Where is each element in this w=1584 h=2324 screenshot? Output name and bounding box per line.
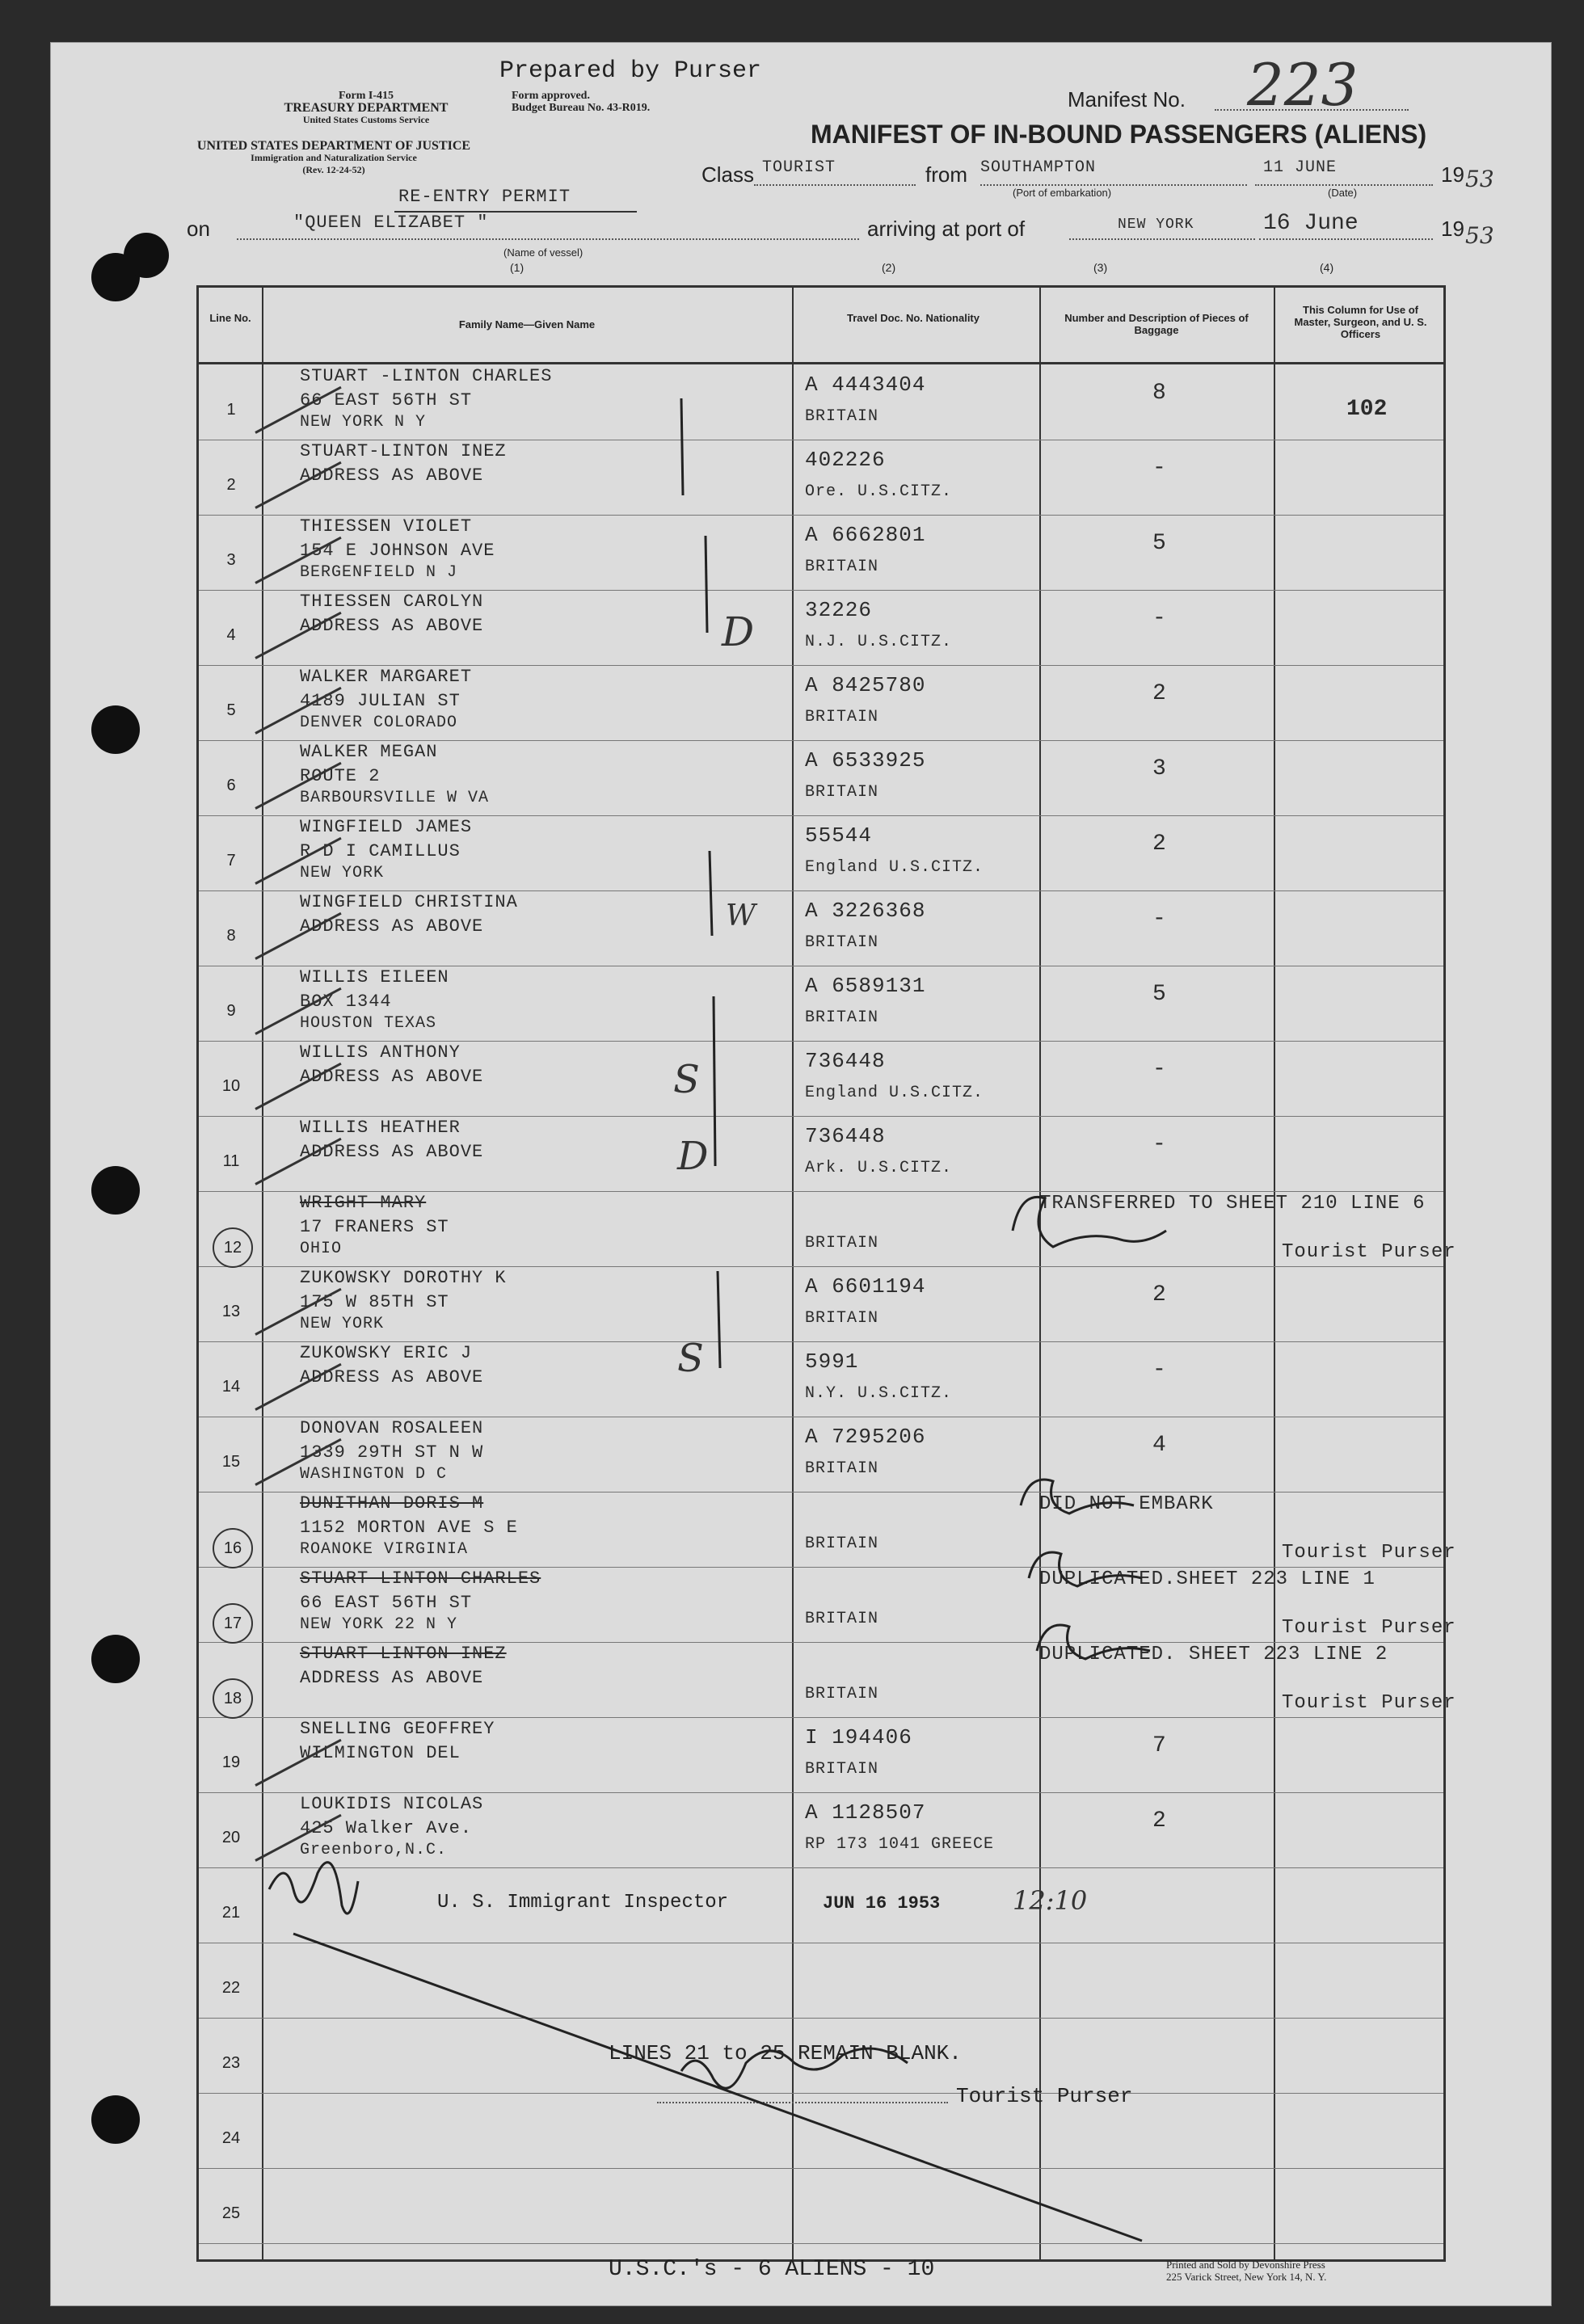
line-number: 3	[226, 551, 236, 569]
travel-doc-number: A 6662801	[805, 523, 926, 547]
address-line-1: ADDRESS AS ABOVE	[300, 1067, 484, 1087]
address-line-1: R D I CAMILLUS	[300, 841, 461, 861]
passenger-name: WALKER MARGARET	[300, 667, 473, 687]
passenger-name: WALKER MEGAN	[300, 742, 438, 762]
col-number-2: (2)	[882, 261, 896, 274]
year1-prefix: 19	[1441, 162, 1464, 187]
address-line-2: BARBOURSVILLE W VA	[300, 789, 490, 807]
family-bracket	[718, 1271, 720, 1368]
nationality: BRITAIN	[805, 1309, 879, 1328]
nationality: BRITAIN	[805, 1685, 879, 1703]
from-value: SOUTHAMPTON	[980, 158, 1097, 177]
address-line-1: WILMINGTON DEL	[300, 1743, 461, 1763]
baggage-count: 4	[1152, 1433, 1166, 1458]
lines-blank-note: LINES 21 to 25 REMAIN BLANK.	[609, 2041, 962, 2065]
baggage-count: 2	[1152, 832, 1166, 857]
line-number: 11	[222, 1152, 240, 1170]
passenger-name: WILLIS HEATHER	[300, 1118, 461, 1138]
class-value: TOURIST	[762, 158, 836, 177]
on-label: on	[187, 217, 210, 241]
nationality: RP 173 1041 GREECE	[805, 1835, 995, 1854]
passenger-name: THIESSEN CAROLYN	[300, 592, 484, 612]
passenger-name: WINGFIELD JAMES	[300, 817, 473, 837]
address-line-2: NEW YORK N Y	[300, 413, 427, 432]
nationality: England U.S.CITZ.	[805, 858, 984, 877]
address-line-2: WASHINGTON D C	[300, 1465, 448, 1484]
purser-note: Tourist Purser	[1282, 1241, 1456, 1263]
port-arrival: NEW YORK	[1118, 217, 1194, 233]
baggage-count: -	[1152, 907, 1166, 932]
passenger-name: DUNITHAN DORIS M	[300, 1493, 484, 1514]
line-number: 18	[213, 1678, 253, 1719]
line-number: 21	[221, 1904, 241, 1922]
address-line-1: ADDRESS AS ABOVE	[300, 616, 484, 636]
col-header-name: Family Name—Given Name	[458, 318, 596, 330]
nationality: BRITAIN	[805, 1610, 879, 1628]
line-number: 24	[221, 2129, 241, 2147]
line-number: 6	[226, 777, 236, 794]
line-number: 5	[226, 701, 236, 719]
travel-doc-number: A 3226368	[805, 899, 926, 923]
travel-doc-number: A 7295206	[805, 1425, 926, 1449]
col-header-baggage: Number and Description of Pieces of Baggage	[1064, 312, 1249, 336]
travel-doc-number: 32226	[805, 598, 873, 622]
line-number: 15	[221, 1453, 241, 1471]
year1-value: 53	[1465, 166, 1494, 192]
printer-credit: Printed and Sold by Devonshire Press 225 Varick Street, New York 14, N. Y.	[1166, 2259, 1327, 2283]
col-number-3: (3)	[1093, 261, 1108, 274]
line-number: 14	[221, 1378, 241, 1396]
line-number: 19	[221, 1754, 241, 1771]
manifest-page	[50, 42, 1552, 2306]
purser-signature	[681, 2048, 908, 2088]
line-number: 9	[226, 1002, 236, 1020]
travel-doc-number: 736448	[805, 1049, 886, 1073]
vessel-name: "QUEEN ELIZABET "	[293, 213, 489, 233]
totals: U.S.C.'s - 6 ALIENS - 10	[609, 2257, 935, 2282]
year2-value: 53	[1465, 222, 1494, 249]
address-line-1: 1339 29TH ST N W	[300, 1442, 484, 1463]
manifest-title: MANIFEST OF IN-BOUND PASSENGERS (ALIENS)	[811, 120, 1427, 149]
line-number: 25	[221, 2204, 241, 2222]
baggage-count: 3	[1152, 756, 1166, 781]
travel-doc-number: 402226	[805, 448, 886, 472]
purser-note: Tourist Purser	[1282, 1617, 1456, 1639]
nationality: BRITAIN	[805, 933, 879, 952]
travel-doc-number: 5991	[805, 1349, 859, 1374]
address-line-1: 66 EAST 56TH ST	[300, 390, 473, 410]
passenger-name: DONOVAN ROSALEEN	[300, 1418, 484, 1438]
col-header-doc: Travel Doc. No. Nationality	[847, 312, 979, 324]
line-number: 23	[221, 2054, 241, 2072]
year2-prefix: 19	[1441, 217, 1464, 241]
inspection-stamp: JUN 16 1953	[823, 1893, 941, 1914]
status-note: DID NOT EMBARK	[1039, 1493, 1214, 1515]
baggage-count: -	[1152, 606, 1166, 631]
baggage-count: 5	[1152, 531, 1166, 556]
passenger-name: STUART-LINTON INEZ	[300, 1644, 507, 1664]
purser-note: Tourist Purser	[1282, 1542, 1456, 1564]
line-number: 17	[213, 1603, 253, 1644]
address-line-1: ADDRESS AS ABOVE	[300, 1142, 484, 1162]
address-line-2: NEW YORK	[300, 864, 385, 882]
baggage-count: -	[1152, 1132, 1166, 1157]
arrival-date: 16 June	[1263, 211, 1359, 236]
address-line-1: 4189 JULIAN ST	[300, 691, 461, 711]
nationality: N.Y. U.S.CITZ.	[805, 1384, 953, 1403]
date-label: (Date)	[1328, 187, 1358, 199]
baggage-count: 8	[1152, 381, 1166, 406]
passenger-name: STUART-LINTON INEZ	[300, 441, 507, 461]
address-line-1: ADDRESS AS ABOVE	[300, 1668, 484, 1688]
line-number: 4	[226, 626, 236, 644]
nationality: BRITAIN	[805, 1008, 879, 1027]
date-value: 11 JUNE	[1263, 158, 1338, 177]
purser-note: Tourist Purser	[1282, 1692, 1456, 1714]
family-bracket	[710, 851, 712, 936]
nationality: BRITAIN	[805, 783, 879, 802]
baggage-count: 2	[1152, 681, 1166, 706]
travel-doc-number: A 6533925	[805, 748, 926, 773]
baggage-count: -	[1152, 456, 1166, 481]
col-number-4: (4)	[1320, 261, 1334, 274]
line-number: 22	[221, 1979, 241, 1997]
address-line-1: BOX 1344	[300, 991, 392, 1012]
line-number: 10	[221, 1077, 241, 1095]
purser-signature-12	[1013, 1197, 1166, 1247]
purser-signature-17	[1029, 1552, 1142, 1586]
family-bracket	[706, 536, 707, 633]
line-number: 16	[213, 1528, 253, 1568]
from-label: from	[925, 162, 967, 187]
reentry-permit: RE-ENTRY PERMIT	[398, 187, 571, 207]
address-line-2: NEW YORK 22 N Y	[300, 1615, 458, 1634]
address-line-1: 66 EAST 56TH ST	[300, 1593, 473, 1613]
travel-doc-number: A 6589131	[805, 974, 926, 998]
purser-signature-18	[1037, 1625, 1150, 1659]
passenger-name: WILLIS EILEEN	[300, 967, 449, 987]
col-header-line-no: Line No.	[209, 312, 251, 324]
passenger-name: ZUKOWSKY ERIC J	[300, 1343, 473, 1363]
mark-d: D	[677, 1134, 709, 1179]
address-line-2: DENVER COLORADO	[300, 714, 458, 732]
travel-doc-number: A 4443404	[805, 373, 926, 397]
nationality: BRITAIN	[805, 1535, 879, 1553]
family-bracket	[681, 398, 683, 495]
address-line-1: 1152 MORTON AVE S E	[300, 1518, 518, 1538]
passenger-name: WINGFIELD CHRISTINA	[300, 892, 518, 912]
address-line-1: ADDRESS AS ABOVE	[300, 916, 484, 937]
line-number: 13	[221, 1303, 241, 1320]
inspector-signature	[269, 1863, 358, 1914]
address-line-2: Greenboro,N.C.	[300, 1841, 448, 1859]
nationality: Ark. U.S.CITZ.	[805, 1159, 953, 1177]
inspector-label: U. S. Immigrant Inspector	[437, 1892, 729, 1914]
status-note: DUPLICATED.SHEET 223 LINE 1	[1039, 1568, 1375, 1590]
baggage-count: 7	[1152, 1733, 1166, 1758]
family-bracket	[714, 996, 715, 1166]
nationality: BRITAIN	[805, 558, 879, 576]
line-number: 7	[226, 852, 236, 869]
passenger-name: WILLIS ANTHONY	[300, 1042, 461, 1063]
line-number: 1	[226, 401, 236, 419]
line-number: 2	[226, 476, 236, 494]
doj-block: UNITED STATES DEPARTMENT OF JUSTICE Immigration and Naturalization Service (Rev. 12-24-52)	[196, 139, 471, 175]
passenger-name: STUART-LINTON CHARLES	[300, 1568, 541, 1589]
nationality: BRITAIN	[805, 1760, 879, 1779]
passenger-name: STUART -LINTON CHARLES	[300, 366, 553, 386]
class-label: Class	[701, 162, 755, 187]
baggage-count: 2	[1152, 1808, 1166, 1834]
officer-note: 102	[1346, 397, 1388, 422]
address-line-1: 154 E JOHNSON AVE	[300, 541, 495, 561]
address-line-2: NEW YORK	[300, 1315, 385, 1333]
diagonal-strike-line	[293, 1934, 1142, 2241]
stamp-handwritten: 12:10	[1013, 1885, 1088, 1916]
mark-w: W	[726, 899, 756, 933]
passenger-name: THIESSEN VIOLET	[300, 516, 473, 537]
travel-doc-number: A 6601194	[805, 1274, 926, 1299]
passenger-name: WRIGHT MARY	[300, 1193, 427, 1213]
travel-doc-number: A 8425780	[805, 673, 926, 697]
manifest-no-label: Manifest No.	[1068, 87, 1186, 112]
address-line-2: ROANOKE VIRGINIA	[300, 1540, 469, 1559]
address-line-1: ROUTE 2	[300, 766, 381, 786]
manifest-no-value: 223	[1247, 51, 1359, 119]
address-line-1: 175 W 85TH ST	[300, 1292, 449, 1312]
handwriting-overlay	[51, 43, 1551, 2305]
form-approved: Form approved. Budget Bureau No. 43-R019.	[512, 90, 651, 114]
baggage-count: -	[1152, 1057, 1166, 1082]
mark-d: D	[722, 608, 755, 655]
purser-label: Tourist Purser	[956, 2084, 1133, 2108]
nationality: BRITAIN	[805, 407, 879, 426]
port-embarkation-label: (Port of embarkation)	[1013, 187, 1112, 199]
address-line-2: HOUSTON TEXAS	[300, 1014, 437, 1033]
travel-doc-number: I 194406	[805, 1725, 912, 1749]
travel-doc-number: 55544	[805, 823, 873, 848]
nationality: Ore. U.S.CITZ.	[805, 482, 953, 501]
form-number: Form I-415 TREASURY DEPARTMENT United States Customs Service	[284, 90, 449, 125]
nationality: England U.S.CITZ.	[805, 1084, 984, 1102]
travel-doc-number: A 1128507	[805, 1800, 926, 1825]
vessel-label: (Name of vessel)	[503, 246, 583, 259]
nationality: N.J. U.S.CITZ.	[805, 633, 953, 651]
address-line-1: 17 FRANERS ST	[300, 1217, 449, 1237]
address-line-1: 425 Walker Ave.	[300, 1818, 473, 1838]
status-note: DUPLICATED. SHEET 223 LINE 2	[1039, 1644, 1388, 1665]
line-number: 8	[226, 927, 236, 945]
address-line-2: BERGENFIELD N J	[300, 563, 458, 582]
baggage-count: 2	[1152, 1282, 1166, 1307]
line-number: 12	[213, 1227, 253, 1268]
mark-s: S	[673, 1057, 700, 1102]
nationality: BRITAIN	[805, 1459, 879, 1478]
address-line-2: OHIO	[300, 1240, 343, 1258]
address-line-1: ADDRESS AS ABOVE	[300, 1367, 484, 1387]
passenger-name: SNELLING GEOFFREY	[300, 1719, 495, 1739]
arriving-label: arriving at port of	[867, 217, 1026, 241]
prepared-by: Prepared by Purser	[499, 57, 762, 85]
mark-s: S	[677, 1336, 704, 1381]
status-note: TRANSFERRED TO SHEET 210 LINE 6	[1039, 1193, 1426, 1215]
travel-doc-number: 736448	[805, 1124, 886, 1148]
address-line-1: ADDRESS AS ABOVE	[300, 465, 484, 486]
purser-signature-16	[1021, 1480, 1134, 1514]
baggage-count: 5	[1152, 982, 1166, 1007]
nationality: BRITAIN	[805, 1234, 879, 1253]
passenger-name: LOUKIDIS NICOLAS	[300, 1794, 484, 1814]
line-number: 20	[221, 1829, 241, 1846]
col-number-1: (1)	[510, 261, 524, 274]
nationality: BRITAIN	[805, 708, 879, 726]
passenger-name: ZUKOWSKY DOROTHY K	[300, 1268, 507, 1288]
baggage-count: -	[1152, 1358, 1166, 1383]
col-header-officers: This Column for Use of Master, Surgeon, and U. S. Officers	[1294, 304, 1427, 340]
